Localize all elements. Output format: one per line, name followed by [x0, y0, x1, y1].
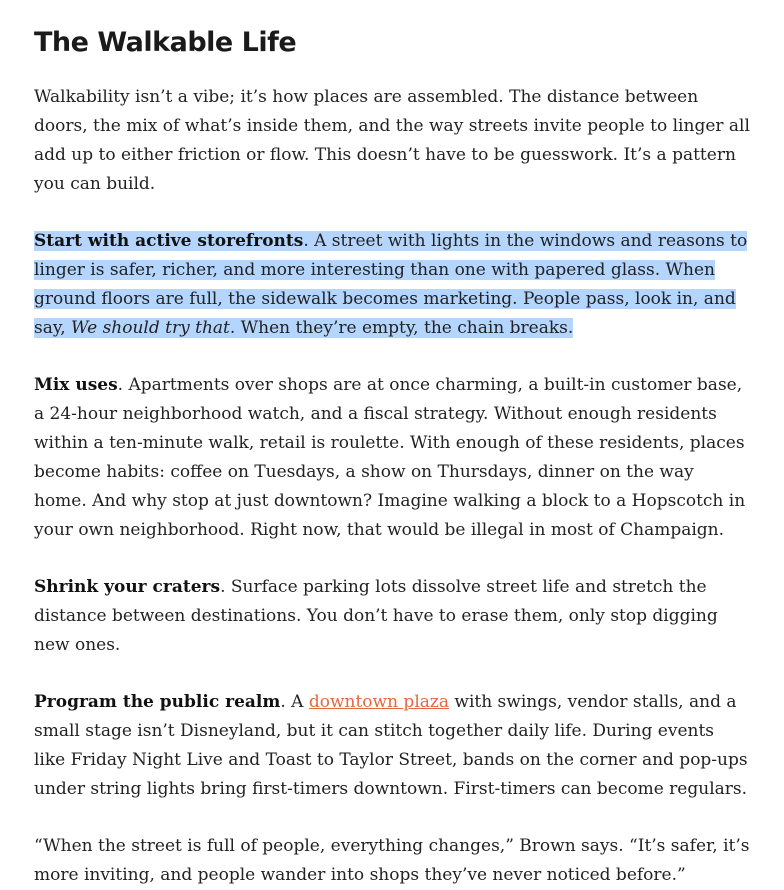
quote-paragraph: “When the street is full of people, everything changes,” Brown says. “It’s safer, it’s more inviting, and people wander into shops they’ve never noticed before.”	[34, 836, 750, 885]
article-title: The Walkable Life	[34, 27, 297, 58]
public-realm-body-1: . A	[280, 692, 309, 712]
storefronts-body-1: . A street with lights in the windows and reasons to linger is safer, richer, and more interesting than one with papered glass. When ground floors are full, the sidewalk becomes marketing. People pass, look in, and say,	[34, 231, 748, 338]
public-realm-lead: Program the public realm	[34, 692, 281, 712]
craters-body: . Surface parking lots dissolve street life and stretch the distance between destinations. You don’t have to erase them, only stop digging new ones.	[34, 577, 718, 655]
mix-uses-lead: Mix uses	[34, 375, 118, 395]
mix-uses-body: . Apartments over shops are at once charming, a built-in customer base, a 24-hour neighborhood watch, and a fiscal strategy. Without enough residents within a ten-minute walk, retail is roulette. With enough of these residents, places become habits: coffee on Tuesdays, a show on Thursdays, dinner on the way home. And why stop at just downtown? Imagine walking a block to a Hopscotch in your own neighborhood. Right now, that would be illegal in most of Champaign.	[34, 375, 746, 540]
craters-paragraph	[34, 573, 750, 660]
storefronts-lead: Start with active storefronts	[34, 231, 304, 251]
storefronts-paragraph[interactable]	[34, 227, 750, 343]
selected-text[interactable]	[34, 231, 747, 338]
craters-lead: Shrink your craters	[34, 577, 221, 597]
mix-uses-paragraph	[34, 371, 750, 545]
storefronts-body-2: . When they’re empty, the chain breaks.	[229, 318, 574, 338]
public-realm-paragraph	[34, 688, 750, 804]
intro-paragraph: Walkability isn’t a vibe; it’s how places are assembled. The distance between doors, the mix of what’s inside them, and the way streets invite people to linger all add up to either friction or flow. This doesn’t have to be guesswork. It’s a pattern you can build.	[34, 87, 750, 194]
public-realm-body-2: with swings, vendor stalls, and a small stage isn’t Disneyland, but it can stitch together daily life. During events like Friday Night Live and Toast to Taylor Street, bands on the corner and pop-ups under string lights bring first-timers downtown. First-timers can become regulars.	[34, 692, 748, 799]
storefronts-emphasis: We should try that	[71, 318, 230, 338]
article	[34, 0, 750, 890]
downtown-plaza-link[interactable]: downtown plaza	[308, 692, 449, 712]
